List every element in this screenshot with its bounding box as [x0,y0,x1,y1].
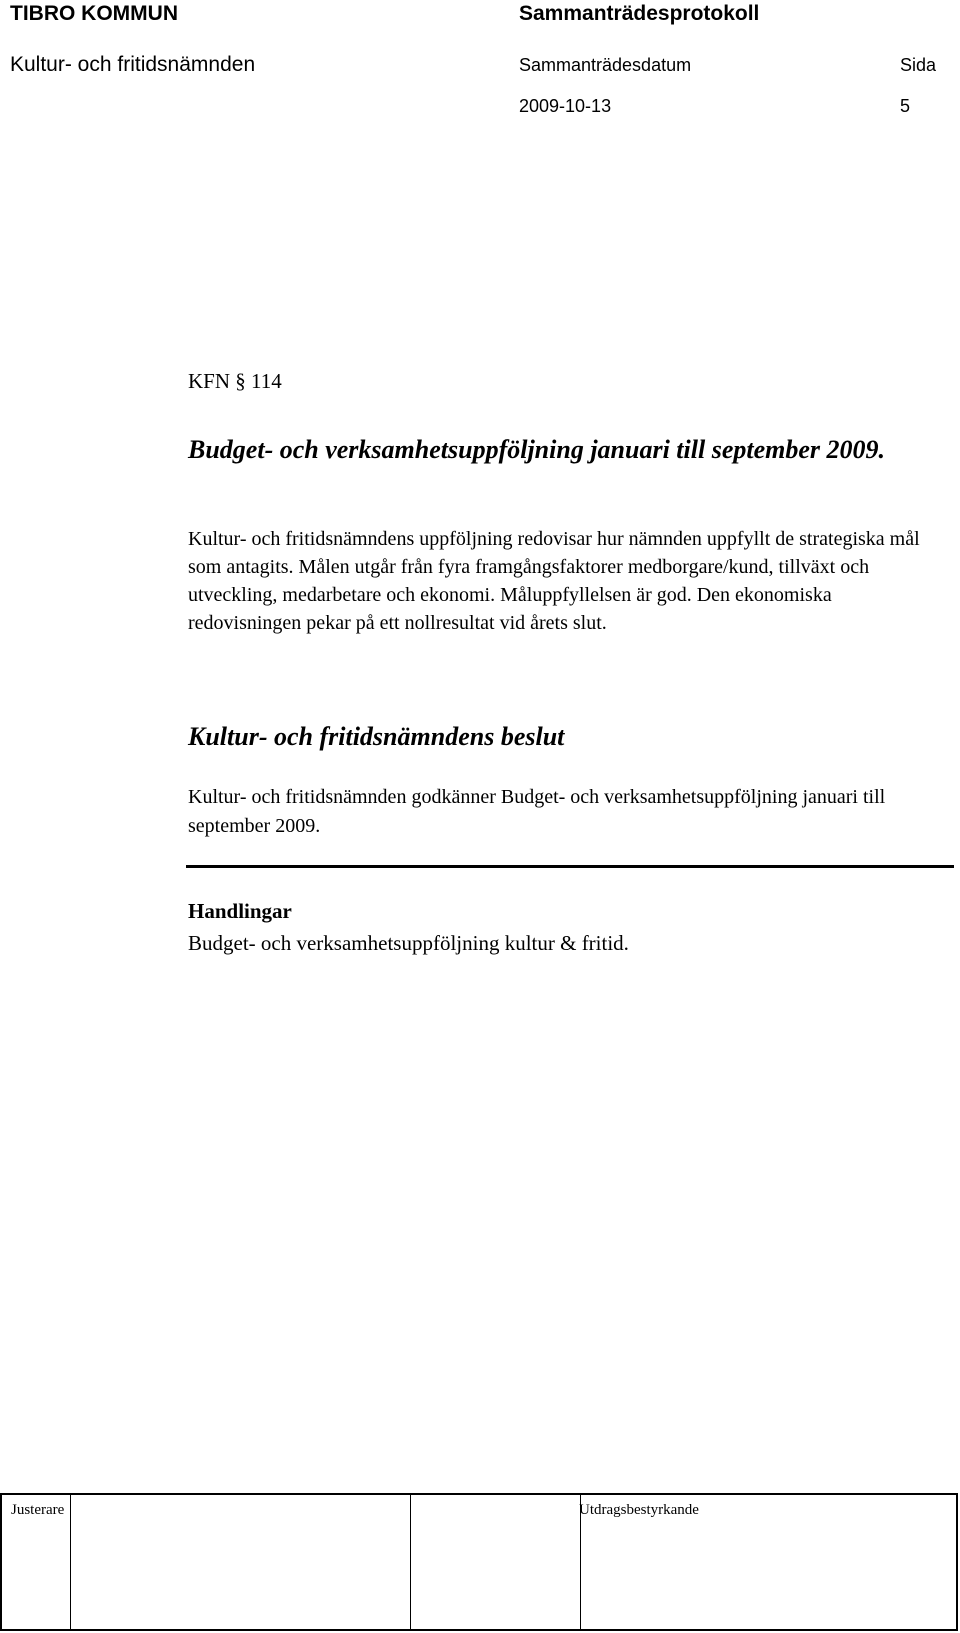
committee-name: Kultur- och fritidsnämnden [10,53,256,76]
adjuster-label: Justerare [11,1502,65,1518]
documents-heading: Handlingar [188,899,292,923]
page-number: 5 [900,96,911,116]
item-title: Budget- och verksamhetsuppföljning januari till september 2009. [188,435,885,464]
page-label: Sida [900,55,937,75]
decision-heading: Kultur- och fritidsnämndens beslut [188,722,565,751]
documents-text: Budget- och verksamhetsuppföljning kultur & fritid. [188,931,629,955]
adjuster-signature-cell-2[interactable] [70,1495,411,1629]
document-type: Sammanträdesprotokoll [519,2,760,25]
item-summary: Kultur- och fritidsnämndens uppföljning redovisar hur nämnden uppfyllt de strategiska mål som antagits. Målen utgår från fyra framgångsfaktorer medborgare/kund, tillväxt och utveckling, medarbetare och ekonomi. Måluppfyllelsen är god. Den ekonomiska redovisningen pekar på ett nollresultat vid årets slut. [188,528,920,634]
extract-certification-label: Utdragsbestyrkande [579,1502,699,1518]
meeting-date-value: 2009-10-13 [519,96,612,116]
signature-box [0,1493,958,1631]
section-divider [186,865,954,868]
organization-name: TIBRO KOMMUN [10,2,178,25]
section-id: KFN § 114 [188,369,282,393]
meeting-date-label: Sammanträdesdatum [519,55,692,75]
decision-text: Kultur- och fritidsnämnden godkänner Budget- och verksamhetsuppföljning januari till september 2009. [188,786,886,837]
adjuster-signature-cell-3[interactable] [410,1495,581,1629]
